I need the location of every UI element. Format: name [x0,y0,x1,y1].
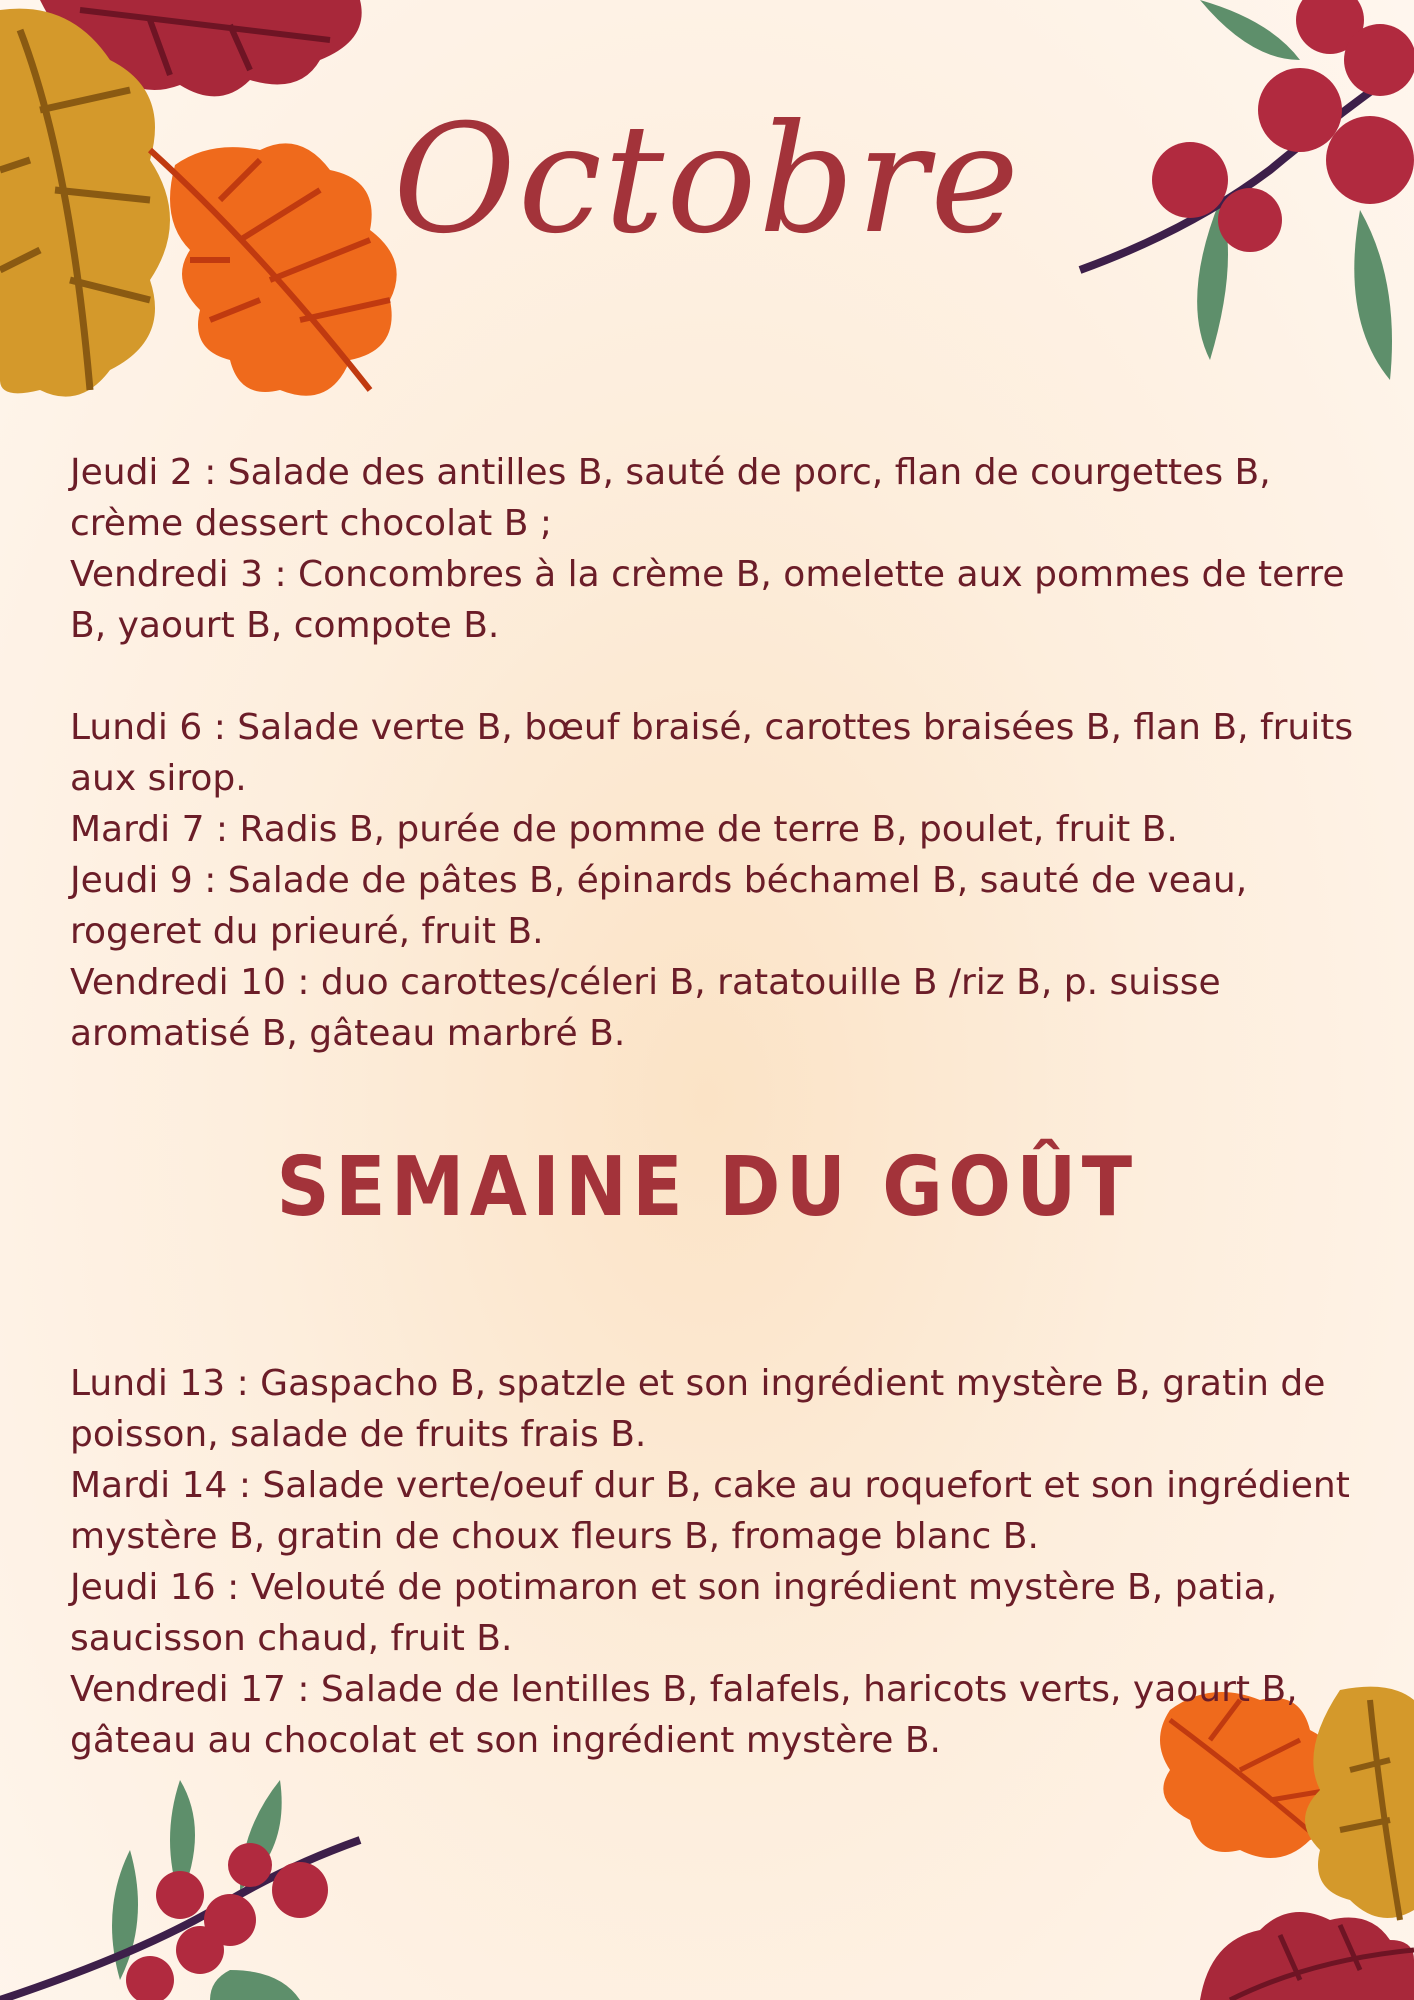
menu-entry: Jeudi 9 : Salade de pâtes B, épinards béchamel B, sauté de veau, rogeret du prieuré, fruit B. [70,860,1248,952]
menu-entry: Jeudi 2 : Salade des antilles B, sauté de porc, flan de courgettes B, crème dessert chocolat B ; [70,452,1271,544]
page-title: Octobre [392,93,1022,267]
red-leaf-icon [1200,1912,1414,2000]
menu-entry: Lundi 13 : Gaspacho B, spatzle et son ingrédient mystère B, gratin de poisson, salade de fruits frais B. [70,1363,1326,1455]
menu-entry: Vendredi 10 : duo carottes/céleri B, ratatouille B /riz B, p. suisse aromatisé B, gâteau marbré B. [70,962,1221,1054]
menu-block-first [70,447,1360,1059]
menu-block-second [70,1358,1360,1766]
menu-entry: Lundi 6 : Salade verte B, bœuf braisé, carottes braisées B, flan B, fruits aux sirop. [70,707,1354,799]
menu-entry: Vendredi 3 : Concombres à la crème B, omelette aux pommes de terre B, yaourt B, compote B. [70,554,1345,646]
section-heading: SEMAINE DU GOÛT [276,1140,1138,1235]
menu-entry: Mardi 7 : Radis B, purée de pomme de terre B, poulet, fruit B. [70,809,1178,850]
menu-entry: Jeudi 16 : Velouté de potimaron et son ingrédient mystère B, patia, saucisson chaud, fruit B. [70,1567,1278,1659]
berries-bottom-left-illustration [0,1770,380,2000]
menu-entry: Mardi 14 : Salade verte/oeuf dur B, cake au roquefort et son ingrédient mystère B, gratin de choux fleurs B, fromage blanc B. [70,1465,1350,1557]
menu-entry: Vendredi 17 : Salade de lentilles B, falafels, haricots verts, yaourt B, gâteau au chocolat et son ingrédient mystère B. [70,1669,1298,1761]
